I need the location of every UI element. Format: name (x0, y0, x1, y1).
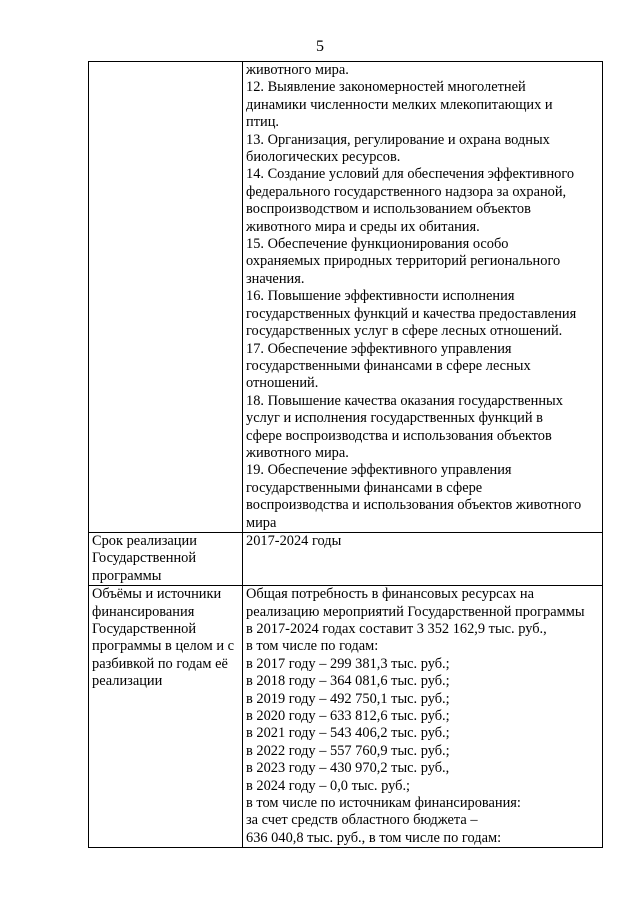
row-content-cell (243, 532, 603, 585)
text-line: 13. Организация, регулирование и охрана водных (246, 131, 550, 148)
text-line: в 2024 году – 0,0 тыс. руб.; (246, 777, 411, 794)
text-line: реализации (92, 673, 163, 690)
text-line: 14. Создание условий для обеспечения эффективного (246, 166, 575, 183)
text-line: воспроизводством и использованием объектов (246, 201, 531, 218)
text-line: разбивкой по годам её (92, 655, 228, 672)
table-row (89, 532, 603, 585)
text-line: за счет средств областного бюджета – (246, 812, 478, 829)
text-line: в 2020 году – 633 812,6 тыс. руб.; (246, 708, 450, 725)
text-line: животного мира. (246, 444, 349, 461)
text-line: государственными финансами в сфере (246, 479, 483, 496)
text-line: в 2019 году – 492 750,1 тыс. руб.; (246, 690, 450, 707)
text-line: в 2018 году – 364 081,6 тыс. руб.; (246, 673, 450, 690)
text-line: услуг и исполнения государственных функций в (246, 410, 543, 427)
text-line: в 2017-2024 годах составит 3 352 162,9 тыс. руб., (246, 621, 547, 637)
text-line: Общая потребность в финансовых ресурсах на (246, 586, 534, 603)
text-line: мира (246, 514, 277, 531)
text-line: 636 040,8 тыс. руб., в том числе по годам: (246, 829, 502, 846)
text-line: значения. (246, 270, 305, 287)
row-content-cell (243, 62, 603, 533)
text-line: 17. Обеспечение эффективного управления (246, 340, 512, 357)
text-line: 2017-2024 годы (246, 532, 342, 549)
text-line: животного мира. (246, 62, 349, 78)
text-line: биологических ресурсов. (246, 149, 401, 166)
text-line: сфере воспроизводства и использования объектов (246, 427, 552, 444)
text-line: динамики численности мелких млекопитающих и (246, 96, 553, 113)
text-line: программы (92, 567, 162, 584)
text-line: государственных услуг в сфере лесных отношений. (246, 323, 563, 340)
text-line: в 2017 году – 299 381,3 тыс. руб.; (246, 655, 450, 672)
row-label-cell (89, 586, 243, 848)
text-line: финансирования (92, 603, 195, 620)
row-label-cell (89, 62, 243, 533)
row-label-cell (89, 532, 243, 585)
text-line: Срок реализации (92, 532, 197, 549)
table-row (89, 62, 603, 533)
text-line: государственными финансами в сфере лесных (246, 357, 531, 374)
passport-table (88, 61, 603, 848)
text-line: охраняемых природных территорий регионального (246, 253, 561, 270)
text-line: программы в целом и с (92, 638, 235, 655)
page-number: 5 (316, 38, 324, 55)
table-row (89, 586, 603, 848)
text-line: в том числе по источникам финансирования: (246, 795, 521, 812)
text-line: 18. Повышение качества оказания государственных (246, 392, 563, 409)
text-line: Государственной (92, 550, 197, 567)
text-line: 19. Обеспечение эффективного управления (246, 462, 512, 479)
text-line: Объёмы и источники (92, 586, 222, 603)
text-line: реализацию мероприятий Государственной программы (246, 603, 585, 620)
text-line: в том числе по годам: (246, 638, 379, 655)
text-line: государственных функций и качества предоставления (246, 305, 577, 322)
text-line: отношений. (246, 375, 319, 392)
row-content-cell (243, 586, 603, 848)
text-line: воспроизводства и использования объектов животного (246, 497, 582, 514)
text-line: в 2022 году – 557 760,9 тыс. руб.; (246, 742, 450, 759)
text-line: 16. Повышение эффективности исполнения (246, 288, 515, 305)
text-line: Государственной (92, 621, 197, 637)
text-line: в 2023 году – 430 970,2 тыс. руб., (246, 760, 450, 777)
text-line: животного мира и среды их обитания. (246, 218, 480, 235)
text-line: 15. Обеспечение функционирования особо (246, 236, 509, 253)
text-line: 12. Выявление закономерностей многолетней (246, 79, 526, 96)
text-line: в 2021 году – 543 406,2 тыс. руб.; (246, 725, 450, 742)
text-line: федерального государственного надзора за охраной, (246, 183, 567, 200)
text-line: птиц. (246, 114, 279, 131)
